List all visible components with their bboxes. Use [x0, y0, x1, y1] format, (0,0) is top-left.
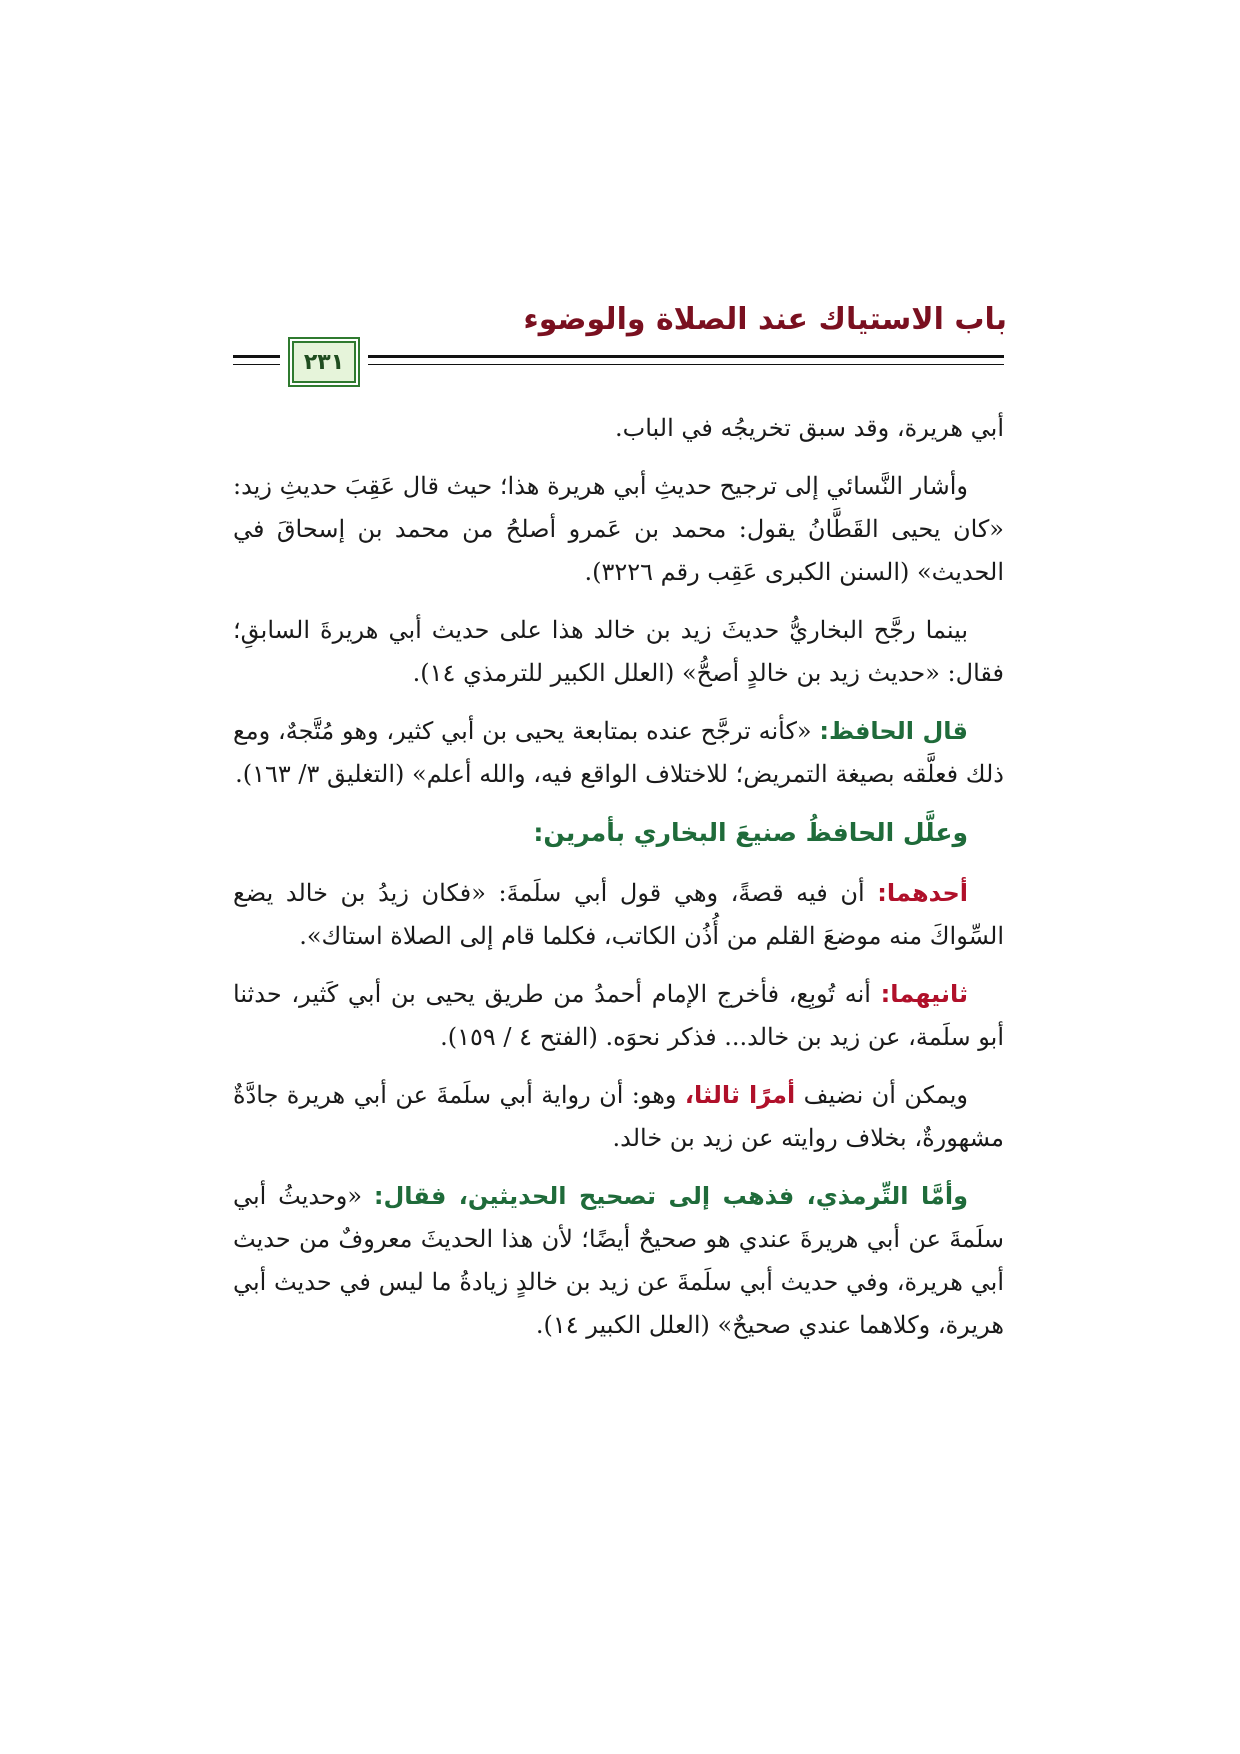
paragraph-7-pre: ويمكن أن نضيف [795, 1081, 969, 1109]
paragraph-5-lead: أحدهما: [877, 879, 968, 907]
page-number: ٢٣١ [303, 349, 345, 375]
paragraph-1: أبي هريرة، وقد سبق تخريجُه في الباب. [615, 414, 1004, 442]
page-body [233, 407, 1004, 1362]
section-heading: وعلَّل الحافظُ صنيعَ البخاري بأمرين: [533, 818, 968, 847]
page-number-badge [292, 341, 356, 383]
paragraph-7 [233, 1074, 1004, 1160]
paragraph-8 [233, 1175, 1004, 1347]
chapter-title: باب الاستياك عند الصلاة والوضوء [523, 302, 1007, 337]
paragraph-2: وأشار النَّسائي إلى ترجيح حديثِ أبي هريرة هذا؛ حيث قال عَقِبَ حديثِ زيد: «كان يحيى القَطَّانُ يقول: محمد بن عَمرو أصلحُ من محمد بن إسحاقَ في الحديث» (السنن الكبرى عَقِب رقم ٣٢٢٦). [233, 472, 1004, 586]
paragraph-7-text: وهو: أن رواية أبي سلَمةَ عن أبي هريرة جادَّةٌ مشهورةٌ، بخلاف روايته عن زيد بن خالد. [233, 1081, 1004, 1152]
paragraph-7-highlight: أمرًا ثالثا، [684, 1081, 796, 1109]
paragraph-5 [233, 872, 1004, 958]
paragraph-8-lead: وأمَّا التِّرمذي، فذهب إلى تصحيح الحديثين، فقال: [373, 1182, 968, 1210]
header-rule-right-top [368, 355, 1004, 358]
paragraph-5-text: أن فيه قصةً، وهي قول أبي سلَمةَ: «فكان زيدُ بن خالد يضع السِّواكَ منه موضعَ القلم من أُذُن الكاتب، فكلما قام إلى الصلاة استاك». [233, 879, 1004, 950]
paragraph-4-lead: قال الحافظ: [819, 717, 968, 745]
paragraph-8-text: «وحديثُ أبي سلَمةَ عن أبي هريرةَ عندي هو صحيحٌ أيضًا؛ لأن هذا الحديثَ معروفٌ من حديث أبي هريرة، وفي حديث أبي سلَمةَ عن زيد بن خالدٍ زيادةُ ما ليس في حديث أبي هريرة، وكلاهما عندي صحيحٌ» (العلل الكبير ١٤). [233, 1182, 1005, 1339]
paragraph-3: بينما رجَّح البخاريُّ حديثَ زيد بن خالد هذا على حديث أبي هريرةَ السابقِ؛ فقال: «حديث زيد بن خالدٍ أصحُّ» (العلل الكبير للترمذي ١٤). [233, 616, 1004, 687]
paragraph-6 [233, 973, 1004, 1059]
header-rule-left-top [233, 355, 280, 358]
header-rule-right-bottom [368, 364, 1004, 365]
paragraph-4 [233, 710, 1004, 796]
paragraph-6-lead: ثانيهما: [880, 980, 968, 1008]
paragraph-6-text: أنه تُوبِع، فأخرج الإمام أحمدُ من طريق يحيى بن أبي كَثير، حدثنا أبو سلَمة، عن زيد بن خالد... فذكر نحوَه. (الفتح ٤ / ١٥٩). [233, 980, 1004, 1051]
header-rule-left-bottom [233, 364, 280, 365]
paragraph-4-text: «كأنه ترجَّح عنده بمتابعة يحيى بن أبي كثير، وهو مُتَّجهٌ، ومع ذلك فعلَّقه بصيغة التمريض؛ للاختلاف الواقع فيه، والله أعلم» (التغليق ٣/ ١٦٣). [233, 717, 1004, 788]
